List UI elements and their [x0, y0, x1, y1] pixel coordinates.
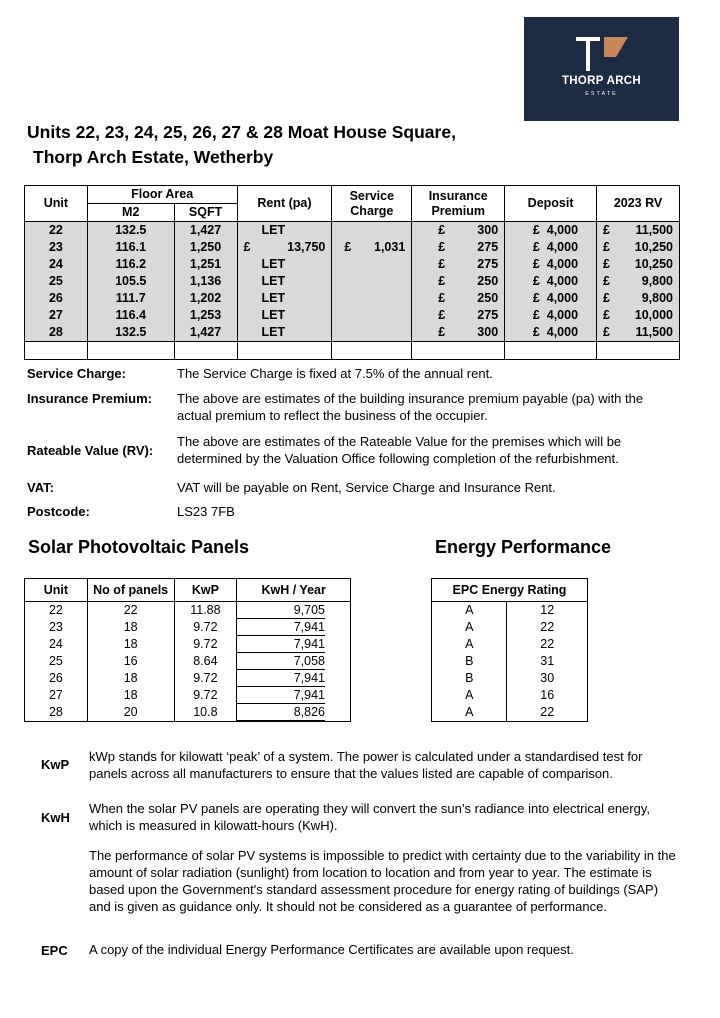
epc-band-cell: B [432, 670, 507, 687]
epc-band-cell: A [432, 704, 507, 722]
sqft-cell: 1,250 [174, 239, 237, 256]
col-insurance-line2: Premium [431, 203, 485, 218]
col-insurance-line1: Insurance [428, 188, 488, 203]
col-sqft: SQFT [174, 204, 237, 222]
kwp-label: KwP [41, 757, 70, 772]
epc-row [432, 704, 588, 722]
sqft-cell: 1,427 [174, 222, 237, 240]
thorp-arch-logo [524, 17, 679, 121]
rent-value: LET [261, 257, 286, 271]
solar-row [25, 704, 351, 722]
solar-kwh-cell [237, 687, 351, 704]
solar-kwh-cell [237, 619, 351, 636]
rv-cell [597, 222, 680, 240]
rent-cell [237, 324, 332, 342]
solar-kwp-cell: 9.72 [174, 687, 237, 704]
rv-cell [597, 256, 680, 273]
rv-cell [597, 290, 680, 307]
insurance-cell [412, 324, 505, 342]
solar-panels-cell: 22 [87, 602, 174, 620]
rent-cell [237, 222, 332, 240]
rv-currency: £ [603, 291, 610, 305]
unit-row [25, 307, 680, 324]
deposit-cell: £ 4,000 [505, 222, 597, 240]
epc-row [432, 687, 588, 704]
service-charge-cell [332, 239, 412, 256]
unit-row [25, 239, 680, 256]
solar-col-kwp: KwP [174, 579, 237, 602]
sqft-cell: 1,427 [174, 324, 237, 342]
insurance-cell [412, 222, 505, 240]
solar-kwh-value: 9,705 [237, 603, 325, 619]
epc-band-cell: A [432, 636, 507, 653]
rv-value: 11,500 [635, 325, 673, 339]
insurance-cell [412, 273, 505, 290]
rent-cell [237, 239, 332, 256]
epc-header: EPC Energy Rating [432, 579, 588, 602]
sqft-cell: 1,202 [174, 290, 237, 307]
unit-row [25, 324, 680, 342]
deposit-cell: £ 4,000 [505, 307, 597, 324]
kwh-text: When the solar PV panels are operating they will convert the sun’s radiance into electrical energy, which is measured in kilowatt-hours (KwH). [89, 801, 650, 833]
solar-kwp-cell: 11.88 [174, 602, 237, 620]
solar-panels-cell: 16 [87, 653, 174, 670]
solar-row [25, 653, 351, 670]
epc-band-cell: B [432, 653, 507, 670]
solar-kwh-value: 8,826 [237, 705, 325, 721]
rv-cell [597, 307, 680, 324]
note-text: The Service Charge is fixed at 7.5% of the annual rent. [177, 366, 493, 381]
ins-value: 250 [477, 291, 499, 305]
solar-heading: Solar Photovoltaic Panels [28, 537, 250, 557]
epc-score-cell: 31 [507, 653, 588, 670]
service-charge-cell [332, 307, 412, 324]
epc-score-cell: 30 [507, 670, 588, 687]
epc-text: A copy of the individual Energy Performance Certificates are available upon request. [89, 942, 574, 957]
service-charge-cell [332, 290, 412, 307]
rv-value: 9,800 [641, 274, 673, 288]
solar-kwp-cell: 9.72 [174, 670, 237, 687]
sqft-cell: 1,253 [174, 307, 237, 324]
unit-cell: 27 [25, 307, 88, 324]
page-title [27, 120, 456, 170]
solar-panels-cell: 18 [87, 670, 174, 687]
unit-row [25, 290, 680, 307]
rv-value: 10,000 [634, 308, 673, 322]
unit-cell: 24 [25, 256, 88, 273]
kwp-text: kWp stands for kilowatt ‘peak’ of a system. The power is calculated under a standardised test for panels across all manufacturers to ensure that the values listed are capable of comparison. [89, 749, 643, 781]
epc-label: EPC [41, 943, 68, 958]
blank-cell [505, 342, 597, 360]
blank-cell [332, 342, 412, 360]
rv-currency: £ [603, 325, 610, 339]
rent-cell [237, 256, 332, 273]
solar-row [25, 619, 351, 636]
sqft-cell: 1,251 [174, 256, 237, 273]
solar-row [25, 602, 351, 620]
deposit-cell: £ 4,000 [505, 256, 597, 273]
solar-kwh-cell [237, 653, 351, 670]
solar-kwh-value: 7,941 [237, 671, 325, 687]
solar-kwh-value: 7,058 [237, 654, 325, 670]
note-label: Postcode: [27, 504, 90, 519]
epc-band-cell: A [432, 687, 507, 704]
kwh-label: KwH [41, 810, 70, 825]
col-deposit: Deposit [505, 186, 597, 222]
logo-mark-icon [576, 37, 628, 73]
title-line-1: Units 22, 23, 24, 25, 26, 27 & 28 Moat House Square, [27, 122, 456, 142]
epc-score-cell: 12 [507, 602, 588, 620]
col-floor-area: Floor Area [87, 186, 237, 204]
solar-panels-cell: 18 [87, 619, 174, 636]
rv-value: 10,250 [634, 240, 673, 254]
note-text: LS23 7FB [177, 504, 235, 519]
solar-unit-cell: 22 [25, 602, 88, 620]
service-charge-cell [332, 256, 412, 273]
deposit-cell: £ 4,000 [505, 239, 597, 256]
unit-cell: 26 [25, 290, 88, 307]
ins-currency: £ [438, 223, 446, 237]
epc-row [432, 670, 588, 687]
solar-table [24, 578, 351, 722]
m2-cell: 116.1 [87, 239, 174, 256]
unit-row [25, 256, 680, 273]
solar-col-unit: Unit [25, 579, 88, 602]
note-label: Service Charge: [27, 366, 126, 381]
sc-value: 1,031 [374, 240, 406, 254]
blank-cell [87, 342, 174, 360]
m2-cell: 105.5 [87, 273, 174, 290]
rv-cell [597, 273, 680, 290]
rent-value: LET [261, 274, 286, 288]
epc-score-cell: 22 [507, 619, 588, 636]
blank-cell [412, 342, 505, 360]
epc-score-cell: 22 [507, 636, 588, 653]
m2-cell: 132.5 [87, 222, 174, 240]
note-text: VAT will be payable on Rent, Service Charge and Insurance Rent. [177, 480, 556, 495]
solar-kwp-cell: 9.72 [174, 636, 237, 653]
rent-value: LET [261, 223, 286, 237]
ins-value: 275 [477, 308, 499, 322]
col-service-line2: Charge [350, 203, 394, 218]
sc-currency: £ [344, 240, 352, 254]
rv-value: 9,800 [641, 291, 673, 305]
deposit-cell: £ 4,000 [505, 324, 597, 342]
energy-heading: Energy Performance [435, 537, 612, 557]
m2-cell: 132.5 [87, 324, 174, 342]
rv-currency: £ [603, 257, 610, 271]
solar-unit-cell: 23 [25, 619, 88, 636]
note-text: The above are estimates of the Rateable Value for the premises which will be determined by the Valuation Office following completion of the refurbishment. [177, 434, 622, 466]
col-rent: Rent (pa) [237, 186, 332, 222]
blank-cell [237, 342, 332, 360]
solar-kwh-cell [237, 602, 351, 620]
solar-unit-cell: 28 [25, 704, 88, 722]
solar-row [25, 670, 351, 687]
units-table [24, 185, 680, 360]
solar-row [25, 636, 351, 653]
ins-currency: £ [438, 325, 446, 339]
ins-value: 250 [477, 274, 499, 288]
unit-row [25, 273, 680, 290]
epc-row [432, 619, 588, 636]
col-service-line1: Service [349, 188, 395, 203]
col-insurance [412, 186, 505, 222]
col-rv: 2023 RV [597, 186, 680, 222]
deposit-cell: £ 4,000 [505, 273, 597, 290]
solar-row [25, 687, 351, 704]
m2-cell: 111.7 [87, 290, 174, 307]
solar-col-kwh: KwH / Year [237, 579, 351, 602]
note-label: VAT: [27, 480, 54, 495]
rv-currency: £ [603, 308, 610, 322]
solar-col-panels: No of panels [87, 579, 174, 602]
ins-value: 275 [477, 240, 499, 254]
rent-value: LET [261, 308, 286, 322]
solar-unit-cell: 27 [25, 687, 88, 704]
solar-unit-cell: 26 [25, 670, 88, 687]
ins-currency: £ [438, 257, 446, 271]
insurance-cell [412, 307, 505, 324]
rv-currency: £ [603, 223, 610, 237]
solar-unit-cell: 25 [25, 653, 88, 670]
rv-value: 11,500 [635, 223, 673, 237]
logo-brand-text: THORP ARCH [561, 75, 642, 87]
rent-value: LET [261, 325, 286, 339]
solar-kwh-value: 7,941 [237, 637, 325, 653]
service-charge-cell [332, 273, 412, 290]
epc-table [431, 578, 588, 722]
rent-value: 13,750 [287, 240, 326, 254]
solar-panels-cell: 18 [87, 636, 174, 653]
epc-band-cell: A [432, 619, 507, 636]
ins-currency: £ [438, 240, 446, 254]
epc-row [432, 636, 588, 653]
m2-cell: 116.4 [87, 307, 174, 324]
deposit-cell: £ 4,000 [505, 290, 597, 307]
blank-cell [597, 342, 680, 360]
epc-score-cell: 22 [507, 704, 588, 722]
col-m2: M2 [87, 204, 174, 222]
unit-cell: 28 [25, 324, 88, 342]
solar-kwh-value: 7,941 [237, 688, 325, 704]
solar-kwp-cell: 10.8 [174, 704, 237, 722]
unit-cell: 25 [25, 273, 88, 290]
rv-currency: £ [603, 240, 610, 254]
solar-panels-cell: 20 [87, 704, 174, 722]
service-charge-cell [332, 222, 412, 240]
note-label: Rateable Value (RV): [27, 443, 154, 458]
ins-currency: £ [438, 291, 446, 305]
solar-kwh-value: 7,941 [237, 620, 325, 636]
rent-currency: £ [243, 240, 251, 254]
col-service-charge [332, 186, 412, 222]
solar-panels-cell: 18 [87, 687, 174, 704]
solar-kwp-cell: 8.64 [174, 653, 237, 670]
rent-cell [237, 290, 332, 307]
epc-row [432, 653, 588, 670]
m2-cell: 116.2 [87, 256, 174, 273]
solar-kwh-cell [237, 704, 351, 722]
sqft-cell: 1,136 [174, 273, 237, 290]
note-label: Insurance Premium: [27, 391, 152, 406]
blank-row [25, 342, 680, 360]
unit-row [25, 222, 680, 240]
insurance-cell [412, 290, 505, 307]
rent-cell [237, 307, 332, 324]
col-unit: Unit [25, 186, 88, 222]
ins-currency: £ [438, 274, 446, 288]
epc-row [432, 602, 588, 620]
blank-cell [174, 342, 237, 360]
note-text: The above are estimates of the building insurance premium payable (pa) with the actual premium to reflect the business of the occupier. [177, 391, 644, 423]
rent-value: LET [261, 291, 286, 305]
title-line-2: Thorp Arch Estate, Wetherby [33, 147, 274, 167]
rent-cell [237, 273, 332, 290]
unit-cell: 22 [25, 222, 88, 240]
insurance-cell [412, 239, 505, 256]
insurance-cell [412, 256, 505, 273]
ins-currency: £ [438, 308, 446, 322]
epc-band-cell: A [432, 602, 507, 620]
solar-unit-cell: 24 [25, 636, 88, 653]
solar-kwp-cell: 9.72 [174, 619, 237, 636]
rv-currency: £ [603, 274, 610, 288]
unit-cell: 23 [25, 239, 88, 256]
blank-cell [25, 342, 88, 360]
solar-kwh-cell [237, 670, 351, 687]
solar-kwh-cell [237, 636, 351, 653]
rv-cell [597, 324, 680, 342]
epc-score-cell: 16 [507, 687, 588, 704]
rv-cell [597, 239, 680, 256]
rv-value: 10,250 [634, 257, 673, 271]
ins-value: 275 [477, 257, 499, 271]
ins-value: 300 [477, 325, 499, 339]
ins-value: 300 [477, 223, 499, 237]
performance-text: The performance of solar PV systems is impossible to predict with certainty due to the variability in the amount of solar radiation (sunlight) from location to location and from year to year. The estimate is based upon the Government's standard assessment procedure for energy rating of buildings (SAP) and is given as guidance only. It should not be considered as a guarantee of performance. [89, 848, 676, 914]
logo-sub-text: ESTATE [585, 91, 618, 97]
service-charge-cell [332, 324, 412, 342]
